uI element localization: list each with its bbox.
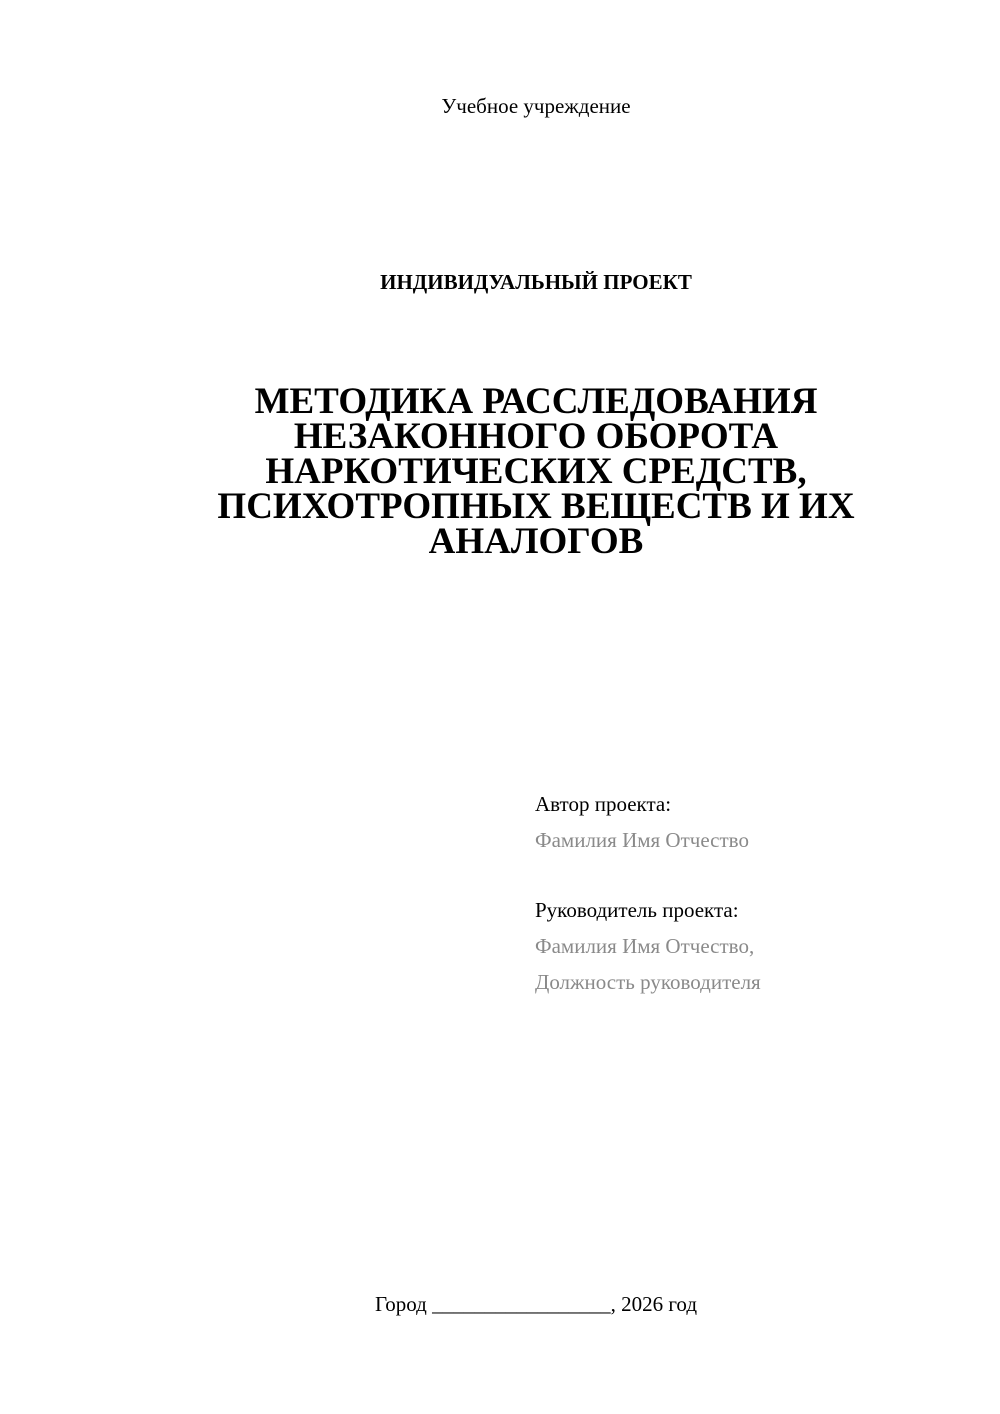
project-title-line: АНАЛОГОВ — [428, 521, 644, 562]
author-name: Фамилия Имя Отчество — [535, 828, 749, 852]
author-block — [535, 786, 975, 858]
supervisor-block — [535, 892, 975, 1000]
supervisor-name: Фамилия Имя Отчество, — [535, 934, 755, 958]
project-title-line: НЕЗАКОННОГО ОБОРОТА — [293, 416, 779, 457]
year-label: , 2026 год — [610, 1292, 698, 1316]
project-type: ИНДИВИДУАЛЬНЫЙ ПРОЕКТ — [380, 270, 692, 294]
project-title-line: НАРКОТИЧЕСКИХ СРЕДСТВ, — [265, 451, 807, 492]
project-title — [160, 381, 912, 562]
project-title-line: МЕТОДИКА РАССЛЕДОВАНИЯ — [254, 381, 818, 422]
author-label: Автор проекта: — [535, 792, 672, 816]
city-label: Город — [374, 1292, 427, 1316]
institution-name: Учебное учреждение — [441, 94, 631, 118]
supervisor-label: Руководитель проекта: — [535, 898, 739, 922]
project-title-line: ПСИХОТРОПНЫХ ВЕЩЕСТВ И ИХ — [217, 486, 855, 527]
supervisor-position: Должность руководителя — [535, 970, 761, 994]
city-blank: _________________ — [432, 1292, 611, 1316]
city-year-line — [0, 1290, 1000, 1318]
